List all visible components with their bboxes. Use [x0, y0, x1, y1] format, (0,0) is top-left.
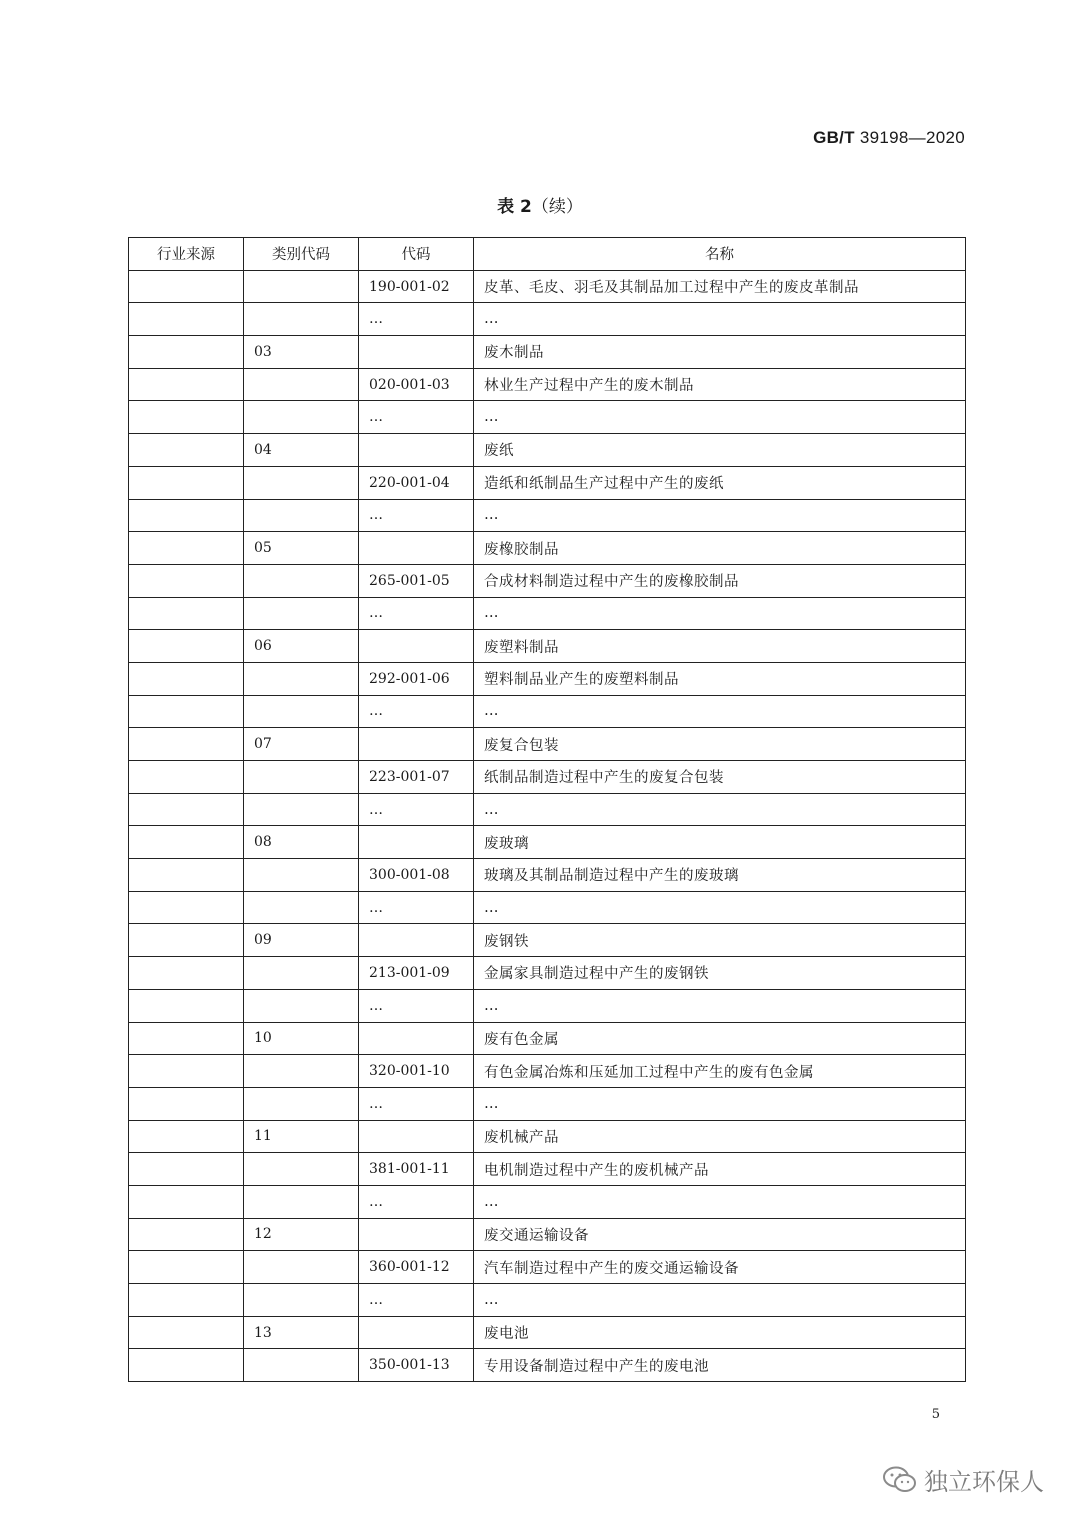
category-code-cell	[244, 368, 359, 401]
table-row	[129, 761, 966, 794]
code-cell	[359, 924, 474, 957]
code-cell	[359, 728, 474, 761]
category-code-cell: 13	[244, 1316, 359, 1349]
industry-source-cell	[129, 695, 244, 728]
name-cell: 废有色金属	[474, 1022, 966, 1055]
table-row	[129, 336, 966, 369]
name-cell: …	[474, 1185, 966, 1218]
name-cell: 废木制品	[474, 336, 966, 369]
industry-source-cell	[129, 401, 244, 434]
industry-source-cell	[129, 662, 244, 695]
category-code-cell	[244, 270, 359, 303]
name-cell: 废机械产品	[474, 1120, 966, 1153]
category-code-cell: 06	[244, 630, 359, 663]
category-code-cell	[244, 957, 359, 990]
name-cell: 废复合包装	[474, 728, 966, 761]
category-code-cell: 07	[244, 728, 359, 761]
industry-source-cell	[129, 1087, 244, 1120]
code-cell: 190-001-02	[359, 270, 474, 303]
name-cell: …	[474, 401, 966, 434]
code-cell	[359, 1022, 474, 1055]
name-cell: 电机制造过程中产生的废机械产品	[474, 1153, 966, 1186]
code-cell	[359, 434, 474, 467]
table-row	[129, 1087, 966, 1120]
category-code-cell	[244, 466, 359, 499]
name-cell: 废橡胶制品	[474, 532, 966, 565]
name-cell: 纸制品制造过程中产生的废复合包装	[474, 761, 966, 794]
name-cell: 废玻璃	[474, 826, 966, 859]
industry-source-cell	[129, 728, 244, 761]
name-cell: …	[474, 695, 966, 728]
name-cell: 造纸和纸制品生产过程中产生的废纸	[474, 466, 966, 499]
industry-source-cell	[129, 532, 244, 565]
table-row	[129, 826, 966, 859]
column-header-category-code: 类别代码	[244, 238, 359, 271]
industry-source-cell	[129, 924, 244, 957]
category-code-cell	[244, 303, 359, 336]
table-row	[129, 532, 966, 565]
code-cell: …	[359, 597, 474, 630]
category-code-cell	[244, 859, 359, 892]
table-row	[129, 1251, 966, 1284]
table-row	[129, 891, 966, 924]
industry-source-cell	[129, 1316, 244, 1349]
watermark	[882, 1462, 1044, 1497]
wechat-icon	[882, 1465, 918, 1495]
name-cell: 林业生产过程中产生的废木制品	[474, 368, 966, 401]
category-code-cell: 08	[244, 826, 359, 859]
industry-source-cell	[129, 564, 244, 597]
table-row	[129, 1349, 966, 1382]
industry-source-cell	[129, 270, 244, 303]
name-cell: …	[474, 989, 966, 1022]
industry-source-cell	[129, 989, 244, 1022]
name-cell: …	[474, 499, 966, 532]
name-cell: 废电池	[474, 1316, 966, 1349]
name-cell: …	[474, 597, 966, 630]
category-code-cell: 05	[244, 532, 359, 565]
name-cell: 废交通运输设备	[474, 1218, 966, 1251]
category-code-cell	[244, 793, 359, 826]
category-code-cell	[244, 761, 359, 794]
table-row	[129, 401, 966, 434]
table-row	[129, 662, 966, 695]
category-code-cell	[244, 1087, 359, 1120]
watermark-text: 独立环保人	[924, 1468, 1044, 1496]
table-row	[129, 924, 966, 957]
code-cell: …	[359, 1284, 474, 1317]
table-row	[129, 499, 966, 532]
name-cell: 玻璃及其制品制造过程中产生的废玻璃	[474, 859, 966, 892]
code-cell: …	[359, 989, 474, 1022]
category-code-cell	[244, 1185, 359, 1218]
name-cell: 有色金属冶炼和压延加工过程中产生的废有色金属	[474, 1055, 966, 1088]
industry-source-cell	[129, 1153, 244, 1186]
code-cell	[359, 1120, 474, 1153]
industry-source-cell	[129, 597, 244, 630]
industry-source-cell	[129, 368, 244, 401]
code-cell: 223-001-07	[359, 761, 474, 794]
table-row	[129, 1218, 966, 1251]
waste-code-table	[128, 237, 966, 1382]
table-row	[129, 1316, 966, 1349]
industry-source-cell	[129, 1349, 244, 1382]
category-code-cell	[244, 662, 359, 695]
industry-source-cell	[129, 499, 244, 532]
code-cell: …	[359, 499, 474, 532]
industry-source-cell	[129, 466, 244, 499]
code-cell: 300-001-08	[359, 859, 474, 892]
code-cell	[359, 630, 474, 663]
name-cell: …	[474, 1284, 966, 1317]
name-cell: 专用设备制造过程中产生的废电池	[474, 1349, 966, 1382]
code-cell: 292-001-06	[359, 662, 474, 695]
table-row	[129, 793, 966, 826]
name-cell: 金属家具制造过程中产生的废钢铁	[474, 957, 966, 990]
name-cell: …	[474, 303, 966, 336]
code-cell	[359, 1316, 474, 1349]
industry-source-cell	[129, 891, 244, 924]
name-cell: …	[474, 891, 966, 924]
table-row	[129, 957, 966, 990]
table-title: 表 2（续）	[497, 197, 583, 217]
table-row	[129, 859, 966, 892]
code-cell	[359, 532, 474, 565]
code-cell: 320-001-10	[359, 1055, 474, 1088]
industry-source-cell	[129, 434, 244, 467]
industry-source-cell	[129, 1120, 244, 1153]
code-cell: 213-001-09	[359, 957, 474, 990]
code-cell	[359, 826, 474, 859]
page-number: 5	[931, 1407, 940, 1422]
code-cell: …	[359, 1087, 474, 1120]
code-cell: 020-001-03	[359, 368, 474, 401]
code-cell: 350-001-13	[359, 1349, 474, 1382]
name-cell: 汽车制造过程中产生的废交通运输设备	[474, 1251, 966, 1284]
industry-source-cell	[129, 793, 244, 826]
table-row	[129, 368, 966, 401]
category-code-cell	[244, 499, 359, 532]
column-header-code: 代码	[359, 238, 474, 271]
industry-source-cell	[129, 761, 244, 794]
name-cell: 合成材料制造过程中产生的废橡胶制品	[474, 564, 966, 597]
column-header-industry-source: 行业来源	[129, 238, 244, 271]
column-header-name: 名称	[474, 238, 966, 271]
category-code-cell	[244, 1251, 359, 1284]
table-row	[129, 1284, 966, 1317]
name-cell: 废塑料制品	[474, 630, 966, 663]
category-code-cell	[244, 597, 359, 630]
category-code-cell	[244, 891, 359, 924]
code-cell: …	[359, 1185, 474, 1218]
category-code-cell	[244, 989, 359, 1022]
code-cell: …	[359, 695, 474, 728]
industry-source-cell	[129, 826, 244, 859]
category-code-cell	[244, 1284, 359, 1317]
table-row	[129, 1185, 966, 1218]
industry-source-cell	[129, 1022, 244, 1055]
code-cell: 381-001-11	[359, 1153, 474, 1186]
category-code-cell: 12	[244, 1218, 359, 1251]
table-body	[129, 270, 966, 1381]
table-row	[129, 303, 966, 336]
name-cell: 皮革、毛皮、羽毛及其制品加工过程中产生的废皮革制品	[474, 270, 966, 303]
table-row	[129, 466, 966, 499]
code-cell: …	[359, 891, 474, 924]
industry-source-cell	[129, 1055, 244, 1088]
code-cell: …	[359, 401, 474, 434]
industry-source-cell	[129, 957, 244, 990]
table-row	[129, 597, 966, 630]
table-header-row	[129, 238, 966, 271]
code-cell: …	[359, 793, 474, 826]
category-code-cell	[244, 401, 359, 434]
code-cell: 360-001-12	[359, 1251, 474, 1284]
industry-source-cell	[129, 1185, 244, 1218]
category-code-cell: 09	[244, 924, 359, 957]
category-code-cell	[244, 564, 359, 597]
industry-source-cell	[129, 303, 244, 336]
table-row	[129, 989, 966, 1022]
table-row	[129, 434, 966, 467]
category-code-cell	[244, 1349, 359, 1382]
industry-source-cell	[129, 859, 244, 892]
table-row	[129, 1153, 966, 1186]
category-code-cell: 03	[244, 336, 359, 369]
table-row	[129, 270, 966, 303]
industry-source-cell	[129, 336, 244, 369]
name-cell: 塑料制品业产生的废塑料制品	[474, 662, 966, 695]
standard-code: GB/T 39198—2020	[813, 128, 965, 147]
code-cell: 265-001-05	[359, 564, 474, 597]
industry-source-cell	[129, 1284, 244, 1317]
industry-source-cell	[129, 1251, 244, 1284]
table-row	[129, 1055, 966, 1088]
code-cell	[359, 1218, 474, 1251]
name-cell: 废钢铁	[474, 924, 966, 957]
category-code-cell: 11	[244, 1120, 359, 1153]
industry-source-cell	[129, 1218, 244, 1251]
table-row	[129, 630, 966, 663]
table-row	[129, 564, 966, 597]
table-row	[129, 1120, 966, 1153]
category-code-cell	[244, 1055, 359, 1088]
code-cell: 220-001-04	[359, 466, 474, 499]
category-code-cell: 10	[244, 1022, 359, 1055]
code-cell: …	[359, 303, 474, 336]
category-code-cell	[244, 695, 359, 728]
table-row	[129, 695, 966, 728]
industry-source-cell	[129, 630, 244, 663]
name-cell: …	[474, 793, 966, 826]
category-code-cell	[244, 1153, 359, 1186]
table-row	[129, 1022, 966, 1055]
name-cell: …	[474, 1087, 966, 1120]
table-row	[129, 728, 966, 761]
code-cell	[359, 336, 474, 369]
category-code-cell: 04	[244, 434, 359, 467]
name-cell: 废纸	[474, 434, 966, 467]
